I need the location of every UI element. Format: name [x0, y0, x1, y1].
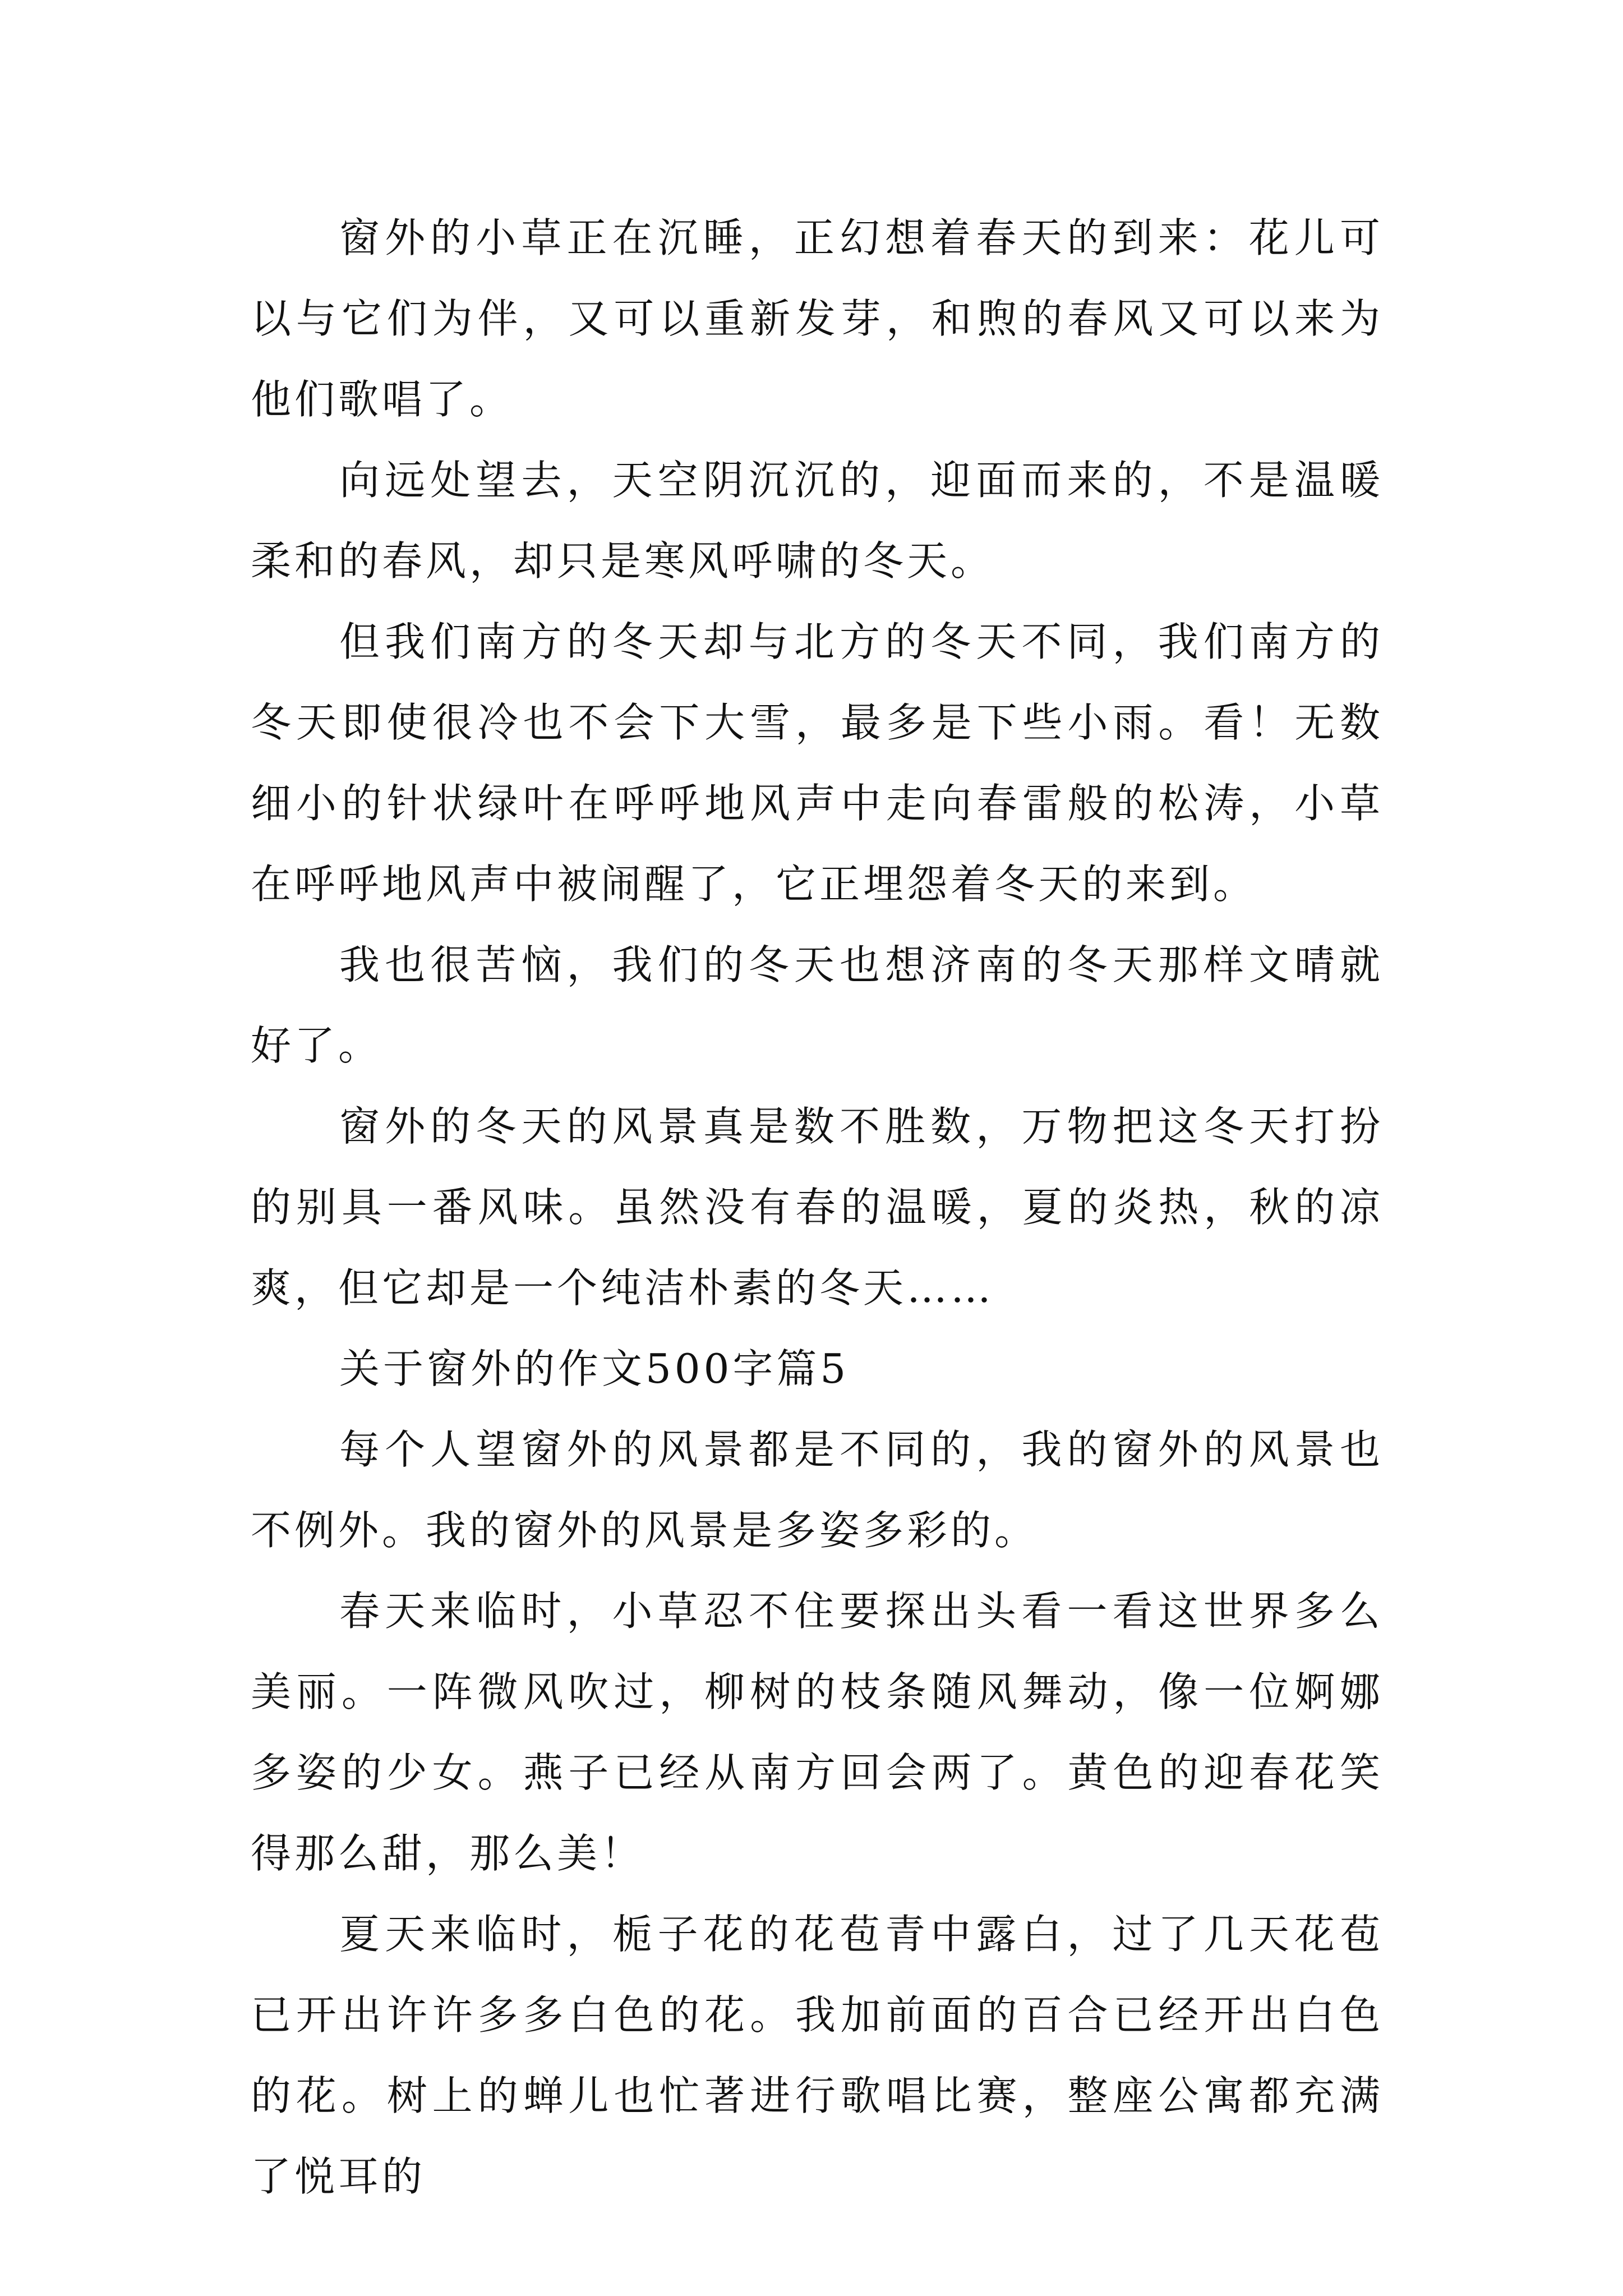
paragraph-7: 春天来临时，小草忍不住要探出头看一看这世界多么美丽。一阵微风吹过，柳树的枝条随风舞动，像一位婀娜多姿的少女。燕子已经从南方回会两了。黄色的迎春花笑得那么甜，那么美！	[251, 1588, 1384, 1877]
document-body	[251, 197, 1384, 2217]
paragraph-6: 每个人望窗外的风景都是不同的，我的窗外的风景也不例外。我的窗外的风景是多姿多彩的。	[251, 1426, 1384, 1554]
section-heading: 关于窗外的作文500字篇5	[339, 1345, 850, 1392]
paragraph-5: 窗外的冬天的风景真是数不胜数，万物把这冬天打扮的别具一番风味。虽然没有春的温暖，夏的炎热，秋的凉爽，但它却是一个纯洁朴素的冬天……	[251, 1103, 1384, 1312]
paragraph-3: 但我们南方的冬天却与北方的冬天不同，我们南方的冬天即使很冷也不会下大雪，最多是下些小雨。看！无数细小的针状绿叶在呼呼地风声中走向春雷般的松涛，小草在呼呼地风声中被闹醒了，它正埋怨着冬天的来到。	[251, 618, 1384, 908]
paragraph-1: 窗外的小草正在沉睡，正幻想着春天的到来：花儿可以与它们为伴，又可以重新发芽，和煦的春风又可以来为他们歌唱了。	[251, 214, 1384, 423]
paragraph-8: 夏天来临时，栀子花的花苞青中露白，过了几天花苞已开出许许多多白色的花。我加前面的百合已经开出白色的花。树上的蝉儿也忙著进行歌唱比赛，整座公寓都充满了悦耳的	[251, 1911, 1384, 2200]
paragraph-4: 我也很苦恼，我们的冬天也想济南的冬天那样文晴就好了。	[251, 941, 1384, 1069]
paragraph-2: 向远处望去，天空阴沉沉的，迎面而来的，不是温暖柔和的春风，却只是寒风呼啸的冬天。	[251, 457, 1384, 585]
